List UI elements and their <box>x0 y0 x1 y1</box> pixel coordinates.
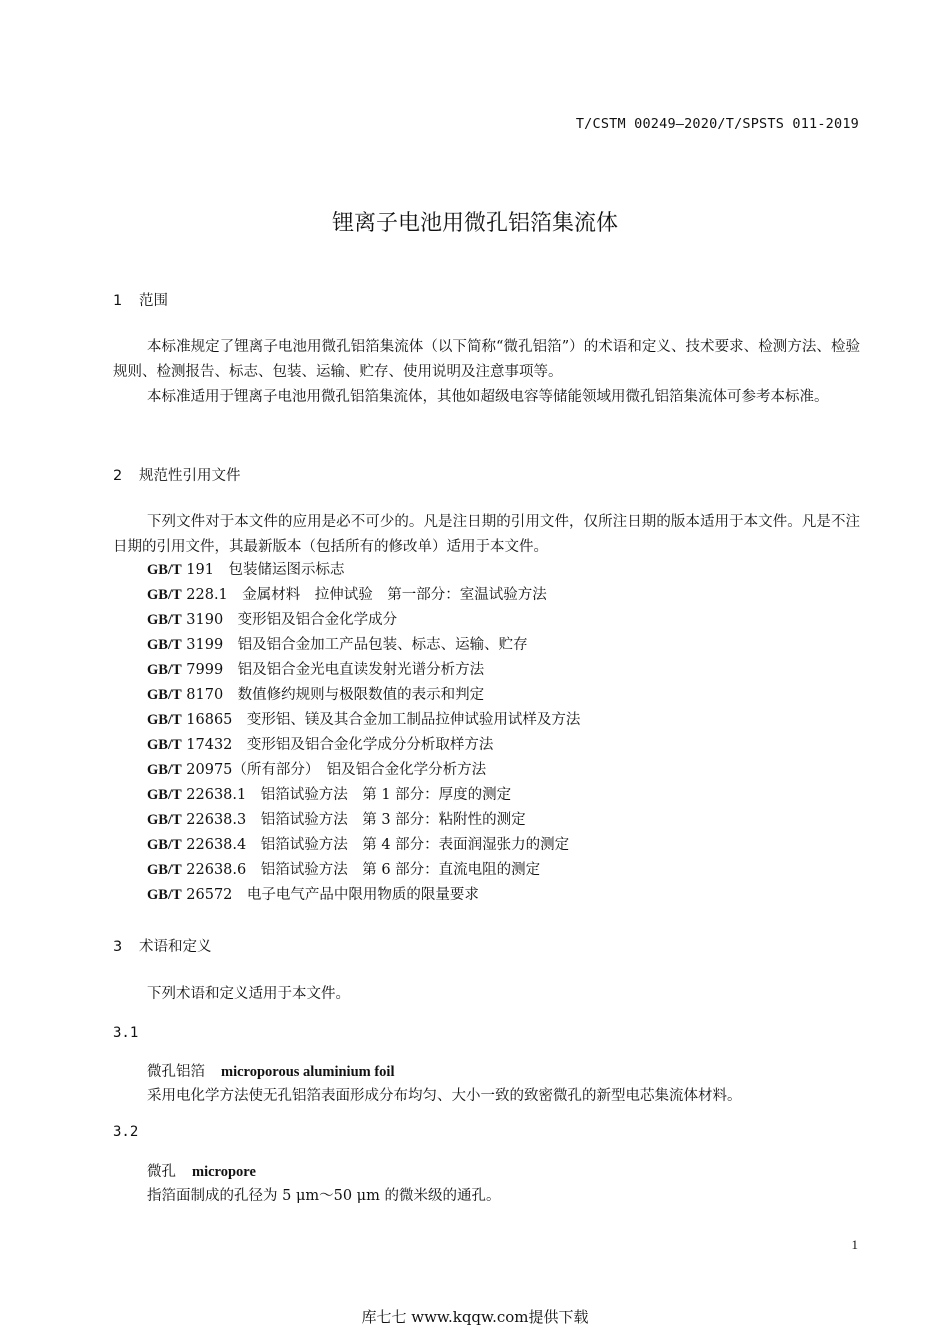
reference-item: GB/T 22638.3 铝箔试验方法 第 3 部分：粘附性的测定 <box>147 812 526 828</box>
term-chinese: 微孔铝箔 <box>147 1064 205 1080</box>
section-title: 术语和定义 <box>139 939 212 955</box>
reference-item: GB/T 228.1 金属材料 拉伸试验 第一部分：室温试验方法 <box>147 587 547 603</box>
reference-item: GB/T 17432 变形铝及铝合金化学成分分析取样方法 <box>147 737 494 753</box>
section-heading-terms <box>113 935 212 956</box>
reference-item: GB/T 22638.4 铝箔试验方法 第 4 部分：表面润湿张力的测定 <box>147 837 570 853</box>
clause-number: 3.1 <box>113 1025 139 1041</box>
reference-item: GB/T 191 包装储运图示标志 <box>147 562 345 578</box>
page-number: 1 <box>851 1237 858 1252</box>
reference-item: GB/T 7999 铝及铝合金光电直读发射光谱分析方法 <box>147 662 485 678</box>
section-title: 范围 <box>139 293 168 309</box>
section-number: 1 <box>113 293 123 309</box>
normative-intro-paragraph: 下列文件对于本文件的应用是必不可少的。凡是注日期的引用文件，仅所注日期的版本适用于本文件。凡是不注日期的引用文件，其最新版本（包括所有的修改单）适用于本文件。 <box>113 514 860 555</box>
term-english: micropore <box>192 1164 256 1180</box>
term-entry <box>147 1160 256 1181</box>
section-number: 3 <box>113 939 123 955</box>
reference-item: GB/T 26572 电子电气产品中限用物质的限量要求 <box>147 887 479 903</box>
reference-item: GB/T 16865 变形铝、镁及其合金加工制品拉伸试验用试样及方法 <box>147 712 581 728</box>
download-source-footer: 库七七 www.kqqw.com提供下载 <box>361 1308 589 1326</box>
scope-paragraph-2: 本标准适用于锂离子电池用微孔铝箔集流体，其他如超级电容等储能领域用微孔铝箔集流体可参考本标准。 <box>147 389 829 405</box>
term-chinese: 微孔 <box>147 1164 176 1180</box>
reference-item: GB/T 22638.1 铝箔试验方法 第 1 部分：厚度的测定 <box>147 787 512 803</box>
section-heading-scope <box>113 289 168 310</box>
reference-item: GB/T 20975（所有部分） 铝及铝合金化学分析方法 <box>147 762 487 778</box>
reference-item: GB/T 3190 变形铝及铝合金化学成分 <box>147 612 398 628</box>
document-title: 锂离子电池用微孔铝箔集流体 <box>331 211 618 236</box>
reference-item: GB/T 22638.6 铝箔试验方法 第 6 部分：直流电阻的测定 <box>147 862 541 878</box>
term-english: microporous aluminium foil <box>221 1064 395 1080</box>
terms-intro-paragraph: 下列术语和定义适用于本文件。 <box>147 986 350 1002</box>
term-definition: 采用电化学方法使无孔铝箔表面形成分布均匀、大小一致的致密微孔的新型电芯集流体材料。 <box>147 1088 742 1104</box>
document-code-header: T/CSTM 00249—2020/T/SPSTS 011-2019 <box>575 116 859 132</box>
term-entry <box>147 1060 394 1081</box>
section-number: 2 <box>113 468 123 484</box>
term-definition: 指箔面制成的孔径为 5 μm～50 μm 的微米级的通孔。 <box>147 1188 501 1204</box>
reference-item: GB/T 8170 数值修约规则与极限数值的表示和判定 <box>147 687 485 703</box>
clause-number: 3.2 <box>113 1124 139 1140</box>
section-title: 规范性引用文件 <box>139 468 241 484</box>
scope-paragraph-1: 本标准规定了锂离子电池用微孔铝箔集流体（以下简称“微孔铝箔”）的术语和定义、技术要求、检测方法、检验规则、检测报告、标志、包装、运输、贮存、使用说明及注意事项等。 <box>113 339 860 380</box>
reference-item: GB/T 3199 铝及铝合金加工产品包装、标志、运输、贮存 <box>147 637 528 653</box>
section-heading-normative-references <box>113 464 241 485</box>
